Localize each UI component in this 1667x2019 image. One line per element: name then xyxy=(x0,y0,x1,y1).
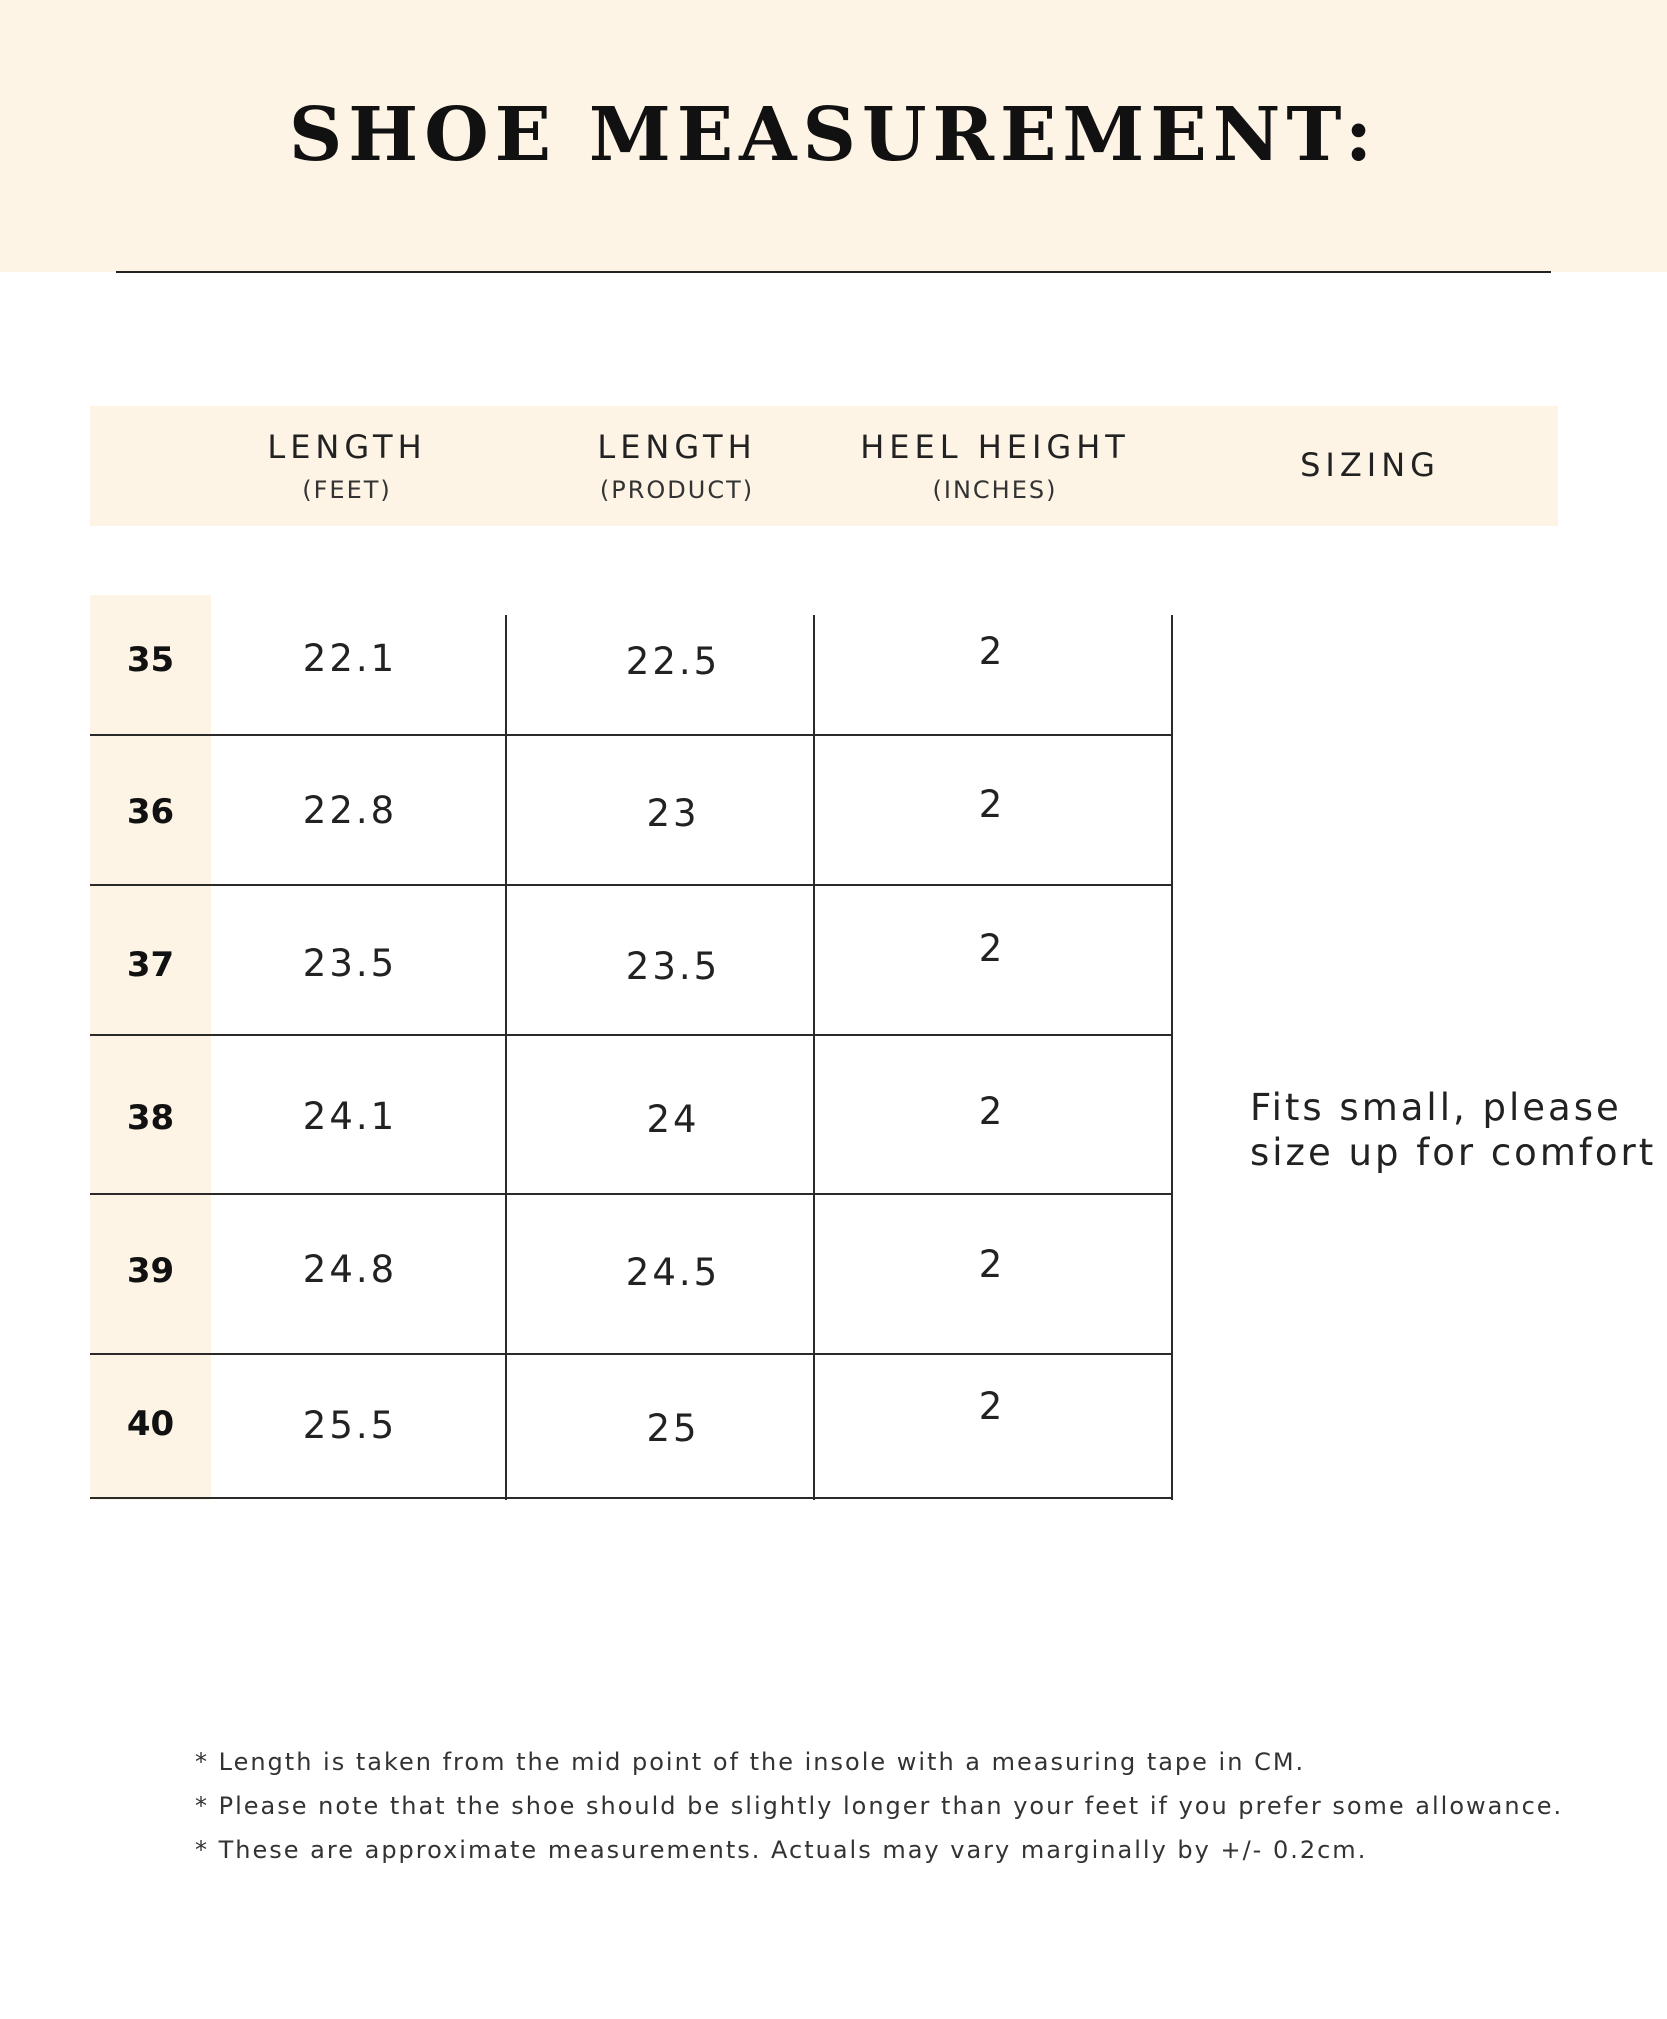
row-divider xyxy=(90,734,1173,736)
column-divider xyxy=(505,615,507,1500)
page-title: SHOE MEASUREMENT: xyxy=(288,92,1379,178)
length-feet-cell: 24.1 xyxy=(302,1095,398,1138)
sizing-note xyxy=(1250,1085,1660,1175)
length-product-cell: 24.5 xyxy=(625,1251,721,1294)
size-label: 38 xyxy=(126,1098,175,1138)
column-header-label: LENGTH xyxy=(267,428,427,466)
heel-height-cell: 2 xyxy=(978,1385,1006,1428)
length-product-cell: 24 xyxy=(646,1098,700,1141)
table-bottom-border xyxy=(90,1497,1173,1499)
size-label: 39 xyxy=(126,1251,175,1291)
sizing-note-line: size up for comfort xyxy=(1250,1131,1657,1174)
column-divider xyxy=(813,615,815,1500)
footnote: * Please note that the shoe should be slightly longer than your feet if you prefer some allowance. xyxy=(195,1792,1564,1820)
row-divider xyxy=(90,1034,1173,1036)
length-feet-cell: 24.8 xyxy=(302,1248,398,1291)
length-feet-cell: 22.1 xyxy=(302,637,398,680)
size-label: 36 xyxy=(126,792,175,832)
column-header-label: SIZING xyxy=(1300,446,1440,484)
heel-height-cell: 2 xyxy=(978,1243,1006,1286)
length-product-cell: 22.5 xyxy=(625,640,721,683)
row-divider xyxy=(90,1353,1173,1355)
length-product-cell: 25 xyxy=(646,1407,700,1450)
column-header-label: LENGTH xyxy=(597,428,757,466)
length-product-cell: 23 xyxy=(646,792,700,835)
footnote: * These are approximate measurements. Actuals may vary marginally by +/- 0.2cm. xyxy=(195,1836,1368,1864)
size-label: 40 xyxy=(126,1404,175,1444)
column-header-heel-height xyxy=(845,428,1145,504)
column-header-unit: (FEET) xyxy=(302,476,392,504)
size-label: 35 xyxy=(126,640,175,680)
length-feet-cell: 22.8 xyxy=(302,789,398,832)
column-header-length-product xyxy=(567,428,787,504)
size-label: 37 xyxy=(126,945,175,985)
heel-height-cell: 2 xyxy=(978,1090,1006,1133)
heel-height-cell: 2 xyxy=(978,630,1006,673)
size-column xyxy=(90,595,211,1500)
length-product-cell: 23.5 xyxy=(625,945,721,988)
row-divider xyxy=(90,884,1173,886)
column-header-sizing xyxy=(1270,446,1470,484)
length-feet-cell: 25.5 xyxy=(302,1404,398,1447)
footnotes xyxy=(195,1740,1655,1872)
footnote: * Length is taken from the mid point of the insole with a measuring tape in CM. xyxy=(195,1748,1306,1776)
heel-height-cell: 2 xyxy=(978,783,1006,826)
length-feet-cell: 23.5 xyxy=(302,942,398,985)
heel-height-cell: 2 xyxy=(978,927,1006,970)
column-header-unit: (PRODUCT) xyxy=(599,476,755,504)
column-divider xyxy=(1171,615,1173,1500)
column-header-unit: (INCHES) xyxy=(932,476,1058,504)
title-divider xyxy=(116,271,1551,273)
row-divider xyxy=(90,1193,1173,1195)
sizing-note-line: Fits small, please xyxy=(1250,1086,1622,1129)
column-header-label: HEEL HEIGHT xyxy=(860,428,1130,466)
column-header-length-feet xyxy=(247,428,447,504)
